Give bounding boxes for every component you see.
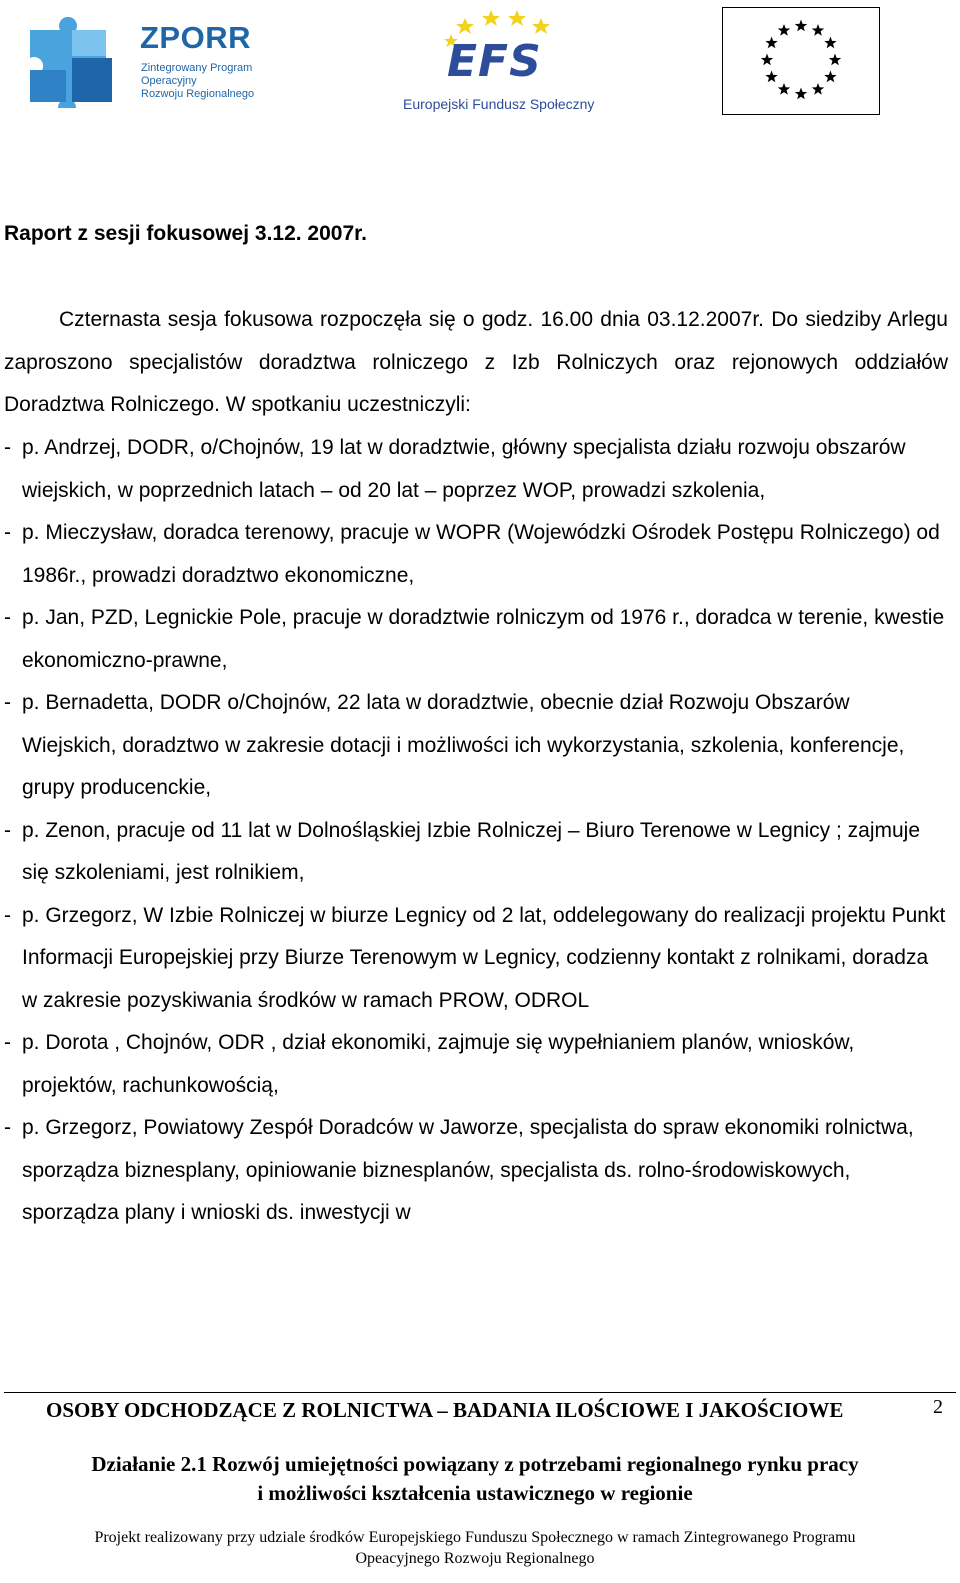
puzzle-icon (24, 12, 124, 108)
efs-logo (395, 4, 595, 116)
list-item (4, 512, 948, 597)
footer-action-line: Działanie 2.1 Rozwój umiejętności powiązany z potrzebami regionalnego rynku pracy (91, 1452, 859, 1476)
eu-star-icon (812, 83, 824, 95)
eu-star-icon (812, 24, 824, 36)
zporr-subtitle-line: Zintegrowany Program (141, 62, 253, 74)
eu-star-icon (778, 24, 790, 36)
list-item (4, 427, 948, 512)
list-dash: - (4, 1116, 11, 1139)
page-number: 2 (933, 1396, 943, 1418)
participants-list (4, 427, 948, 1235)
eu-star-icon (824, 71, 836, 83)
participant-text: p. Mieczysław, doradca terenowy, pracuje w WOPR (Wojewódzki Ośrodek Postępu Rolniczego) od 1986r., prowadzi doradztwo ekonomiczne, (22, 521, 940, 587)
zporr-title: ZPORR (140, 20, 251, 55)
list-dash: - (4, 436, 11, 459)
participant-text: p. Jan, PZD, Legnickie Pole, pracuje w doradztwie rolniczym od 1976 r., doradca w terenie, kwestie ekonomiczno-prawne, (22, 606, 945, 672)
footer-divider (4, 1392, 956, 1393)
efs-caption: Europejski Fundusz Społeczny (403, 96, 595, 112)
report-title: Raport z sesji fokusowej 3.12. 2007r. (4, 222, 367, 245)
eu-star-icon (795, 88, 807, 100)
eu-stars-icon (723, 8, 879, 114)
list-item (4, 810, 948, 895)
intro-text: Czternasta sesja fokusowa rozpoczęła się o godz. 16.00 dnia 03.12.2007r. Do siedziby Arlegu zaproszono specjalistów doradztwa rolniczego z Izb Rolniczych oraz rejonowych oddziałów Doradztwa Rolniczego. W spotkaniu uczestniczyli: (4, 308, 948, 416)
intro-paragraph (4, 299, 948, 427)
eu-star-icon (761, 54, 773, 66)
list-item (4, 1022, 948, 1107)
list-item (4, 597, 948, 682)
list-dash: - (4, 521, 11, 544)
zporr-subtitle (141, 62, 254, 101)
efs-logo-text: EFS (447, 36, 542, 87)
list-dash: - (4, 691, 11, 714)
list-item (4, 1107, 948, 1235)
participant-text: p. Bernadetta, DODR o/Chojnów, 22 lata w doradztwie, obecnie dział Rozwoju Obszarów Wiejskich, doradztwo w zakresie dotacji i możliwości ich wykorzystania, szkolenia, konferencje, grupy producenckie, (22, 691, 905, 799)
footer-heading: OSOBY ODCHODZĄCE Z ROLNICTWA – BADANIA ILOŚCIOWE I JAKOŚCIOWE (46, 1398, 844, 1422)
footer-note-line: Opeacyjnego Rozwoju Regionalnego (355, 1550, 595, 1567)
participant-text: p. Andrzej, DODR, o/Chojnów, 19 lat w doradztwie, główny specjalista działu rozwoju obszarów wiejskich, w poprzednich latach – od 20 lat – poprzez WOP, prowadzi szkolenia, (22, 436, 906, 502)
list-dash: - (4, 903, 11, 927)
zporr-subtitle-line: Operacyjny (141, 75, 197, 87)
list-dash: - (4, 818, 11, 842)
eu-flag (722, 7, 880, 115)
eu-star-icon (778, 83, 790, 95)
footer-action-line: i możliwości kształcenia ustawicznego w regionie (257, 1481, 693, 1505)
eu-star-icon (795, 20, 807, 32)
footer-note (10, 1527, 940, 1569)
zporr-subtitle-line: Rozwoju Regionalnego (141, 88, 255, 100)
footer-action (10, 1450, 940, 1508)
footer-note-line: Projekt realizowany przy udziale środków Europejskiego Funduszu Społecznego w ramach Zintegrowanego Programu (94, 1529, 856, 1546)
participant-text: p. Dorota , Chojnów, ODR , dział ekonomiki, zajmuje się wypełnianiem planów, wniosków, projektów, rachunkowością, (22, 1031, 855, 1097)
eu-star-icon (765, 71, 777, 83)
eu-star-icon (829, 54, 841, 66)
list-item (4, 895, 948, 1023)
list-dash: - (4, 606, 11, 629)
participant-text: p. Zenon, pracuje od 11 lat w Dolnośląskiej Izbie Rolniczej – Biuro Terenowe w Legnicy ; zajmuje się szkoleniami, jest rolnikiem, (22, 818, 921, 884)
list-item (4, 682, 948, 810)
list-dash: - (4, 1031, 11, 1054)
participant-text: p. Grzegorz, W Izbie Rolniczej w biurze Legnicy od 2 lat, oddelegowany do realizacji projektu Punkt Informacji Europejskiej przy Biurze Terenowym w Legnicy, codzienny kontakt z rolnikami, doradza w zakresie pozyskiwania środków w ramach PROW, ODROL (22, 903, 946, 1012)
eu-star-icon (824, 37, 836, 49)
zporr-logo (24, 12, 264, 112)
eu-star-icon (765, 37, 777, 49)
participant-text: p. Grzegorz, Powiatowy Zespół Doradców w Jaworze, specjalista do spraw ekonomiki rolnictwa, sporządza biznesplany, opiniowanie biznesplanów, specjalista ds. rolno-środowiskowych, sporządza plany i wnioski ds. inwestycji w (22, 1116, 914, 1224)
